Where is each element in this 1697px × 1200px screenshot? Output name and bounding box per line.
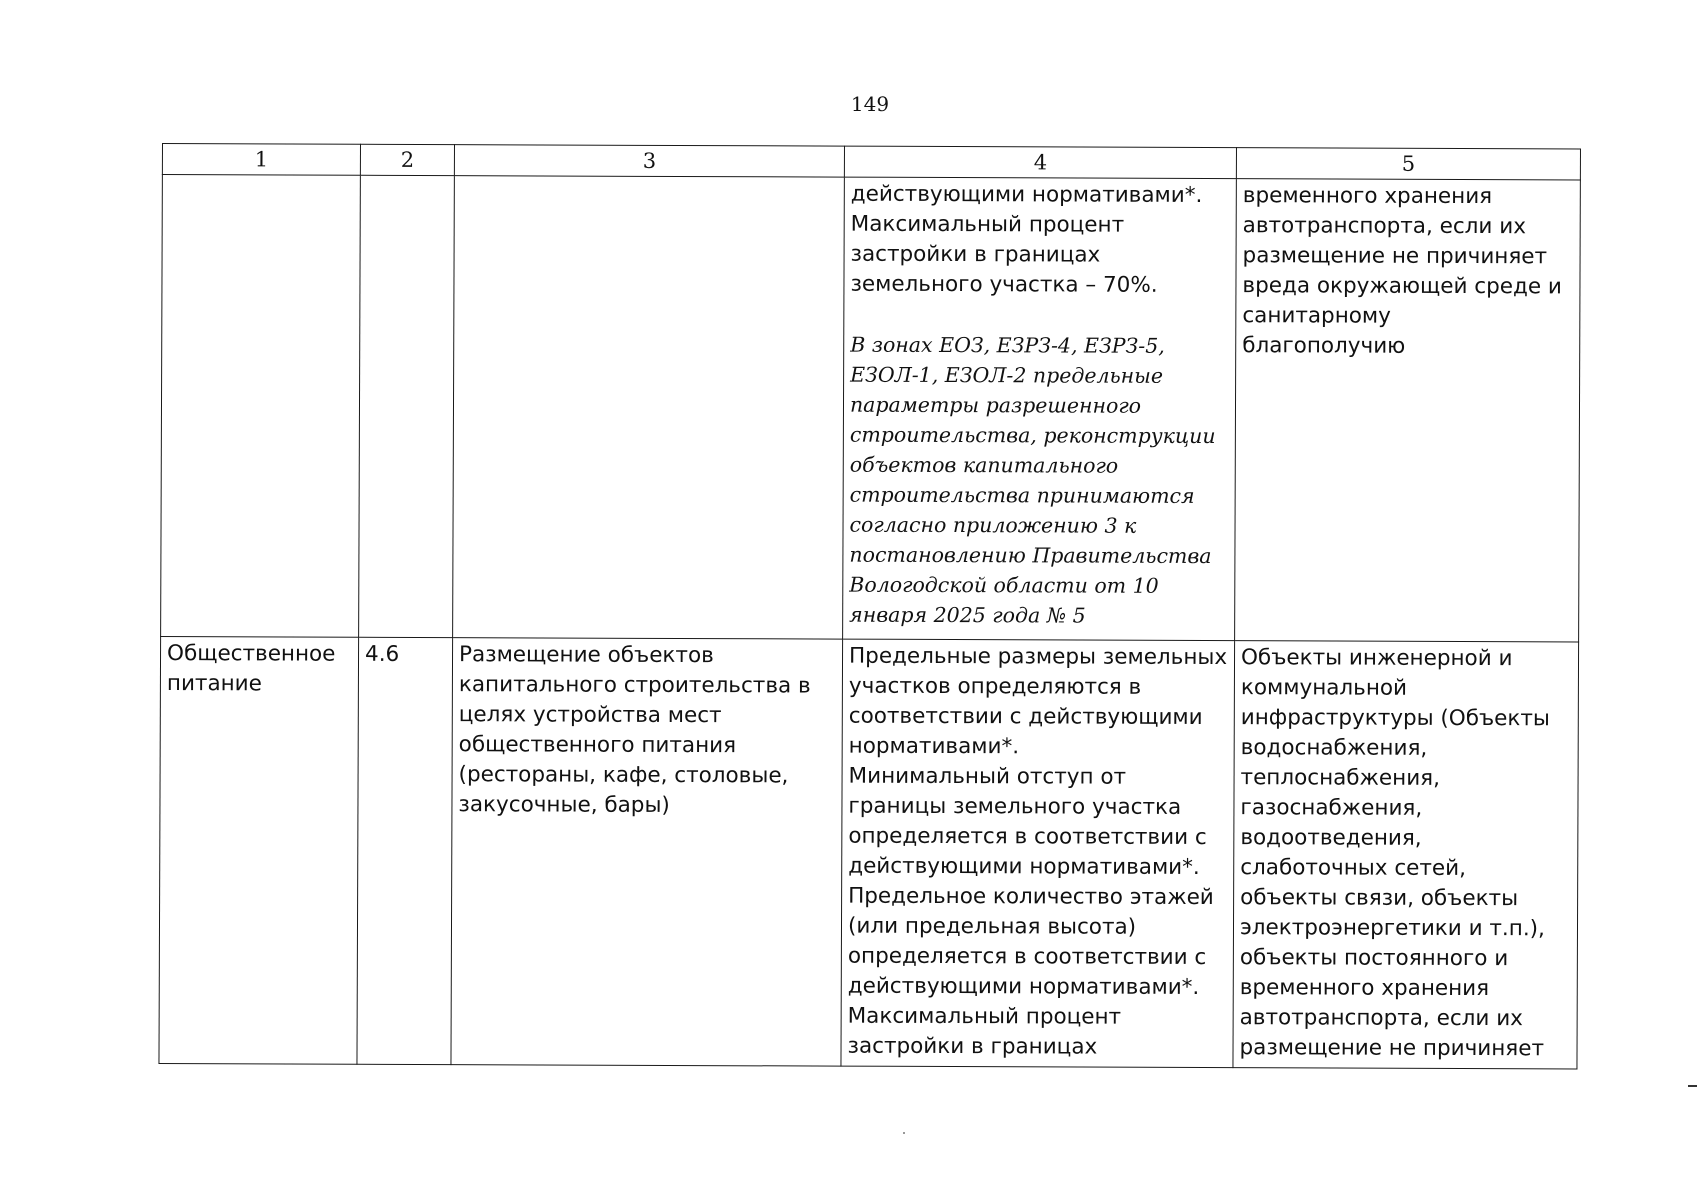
text-line: земельного участка – 70%. <box>850 271 1158 298</box>
cell-continuation-col-4 <box>843 177 1237 641</box>
zone-note <box>849 330 1227 631</box>
page-number: 149 <box>850 92 890 116</box>
text-line: размещение не причиняет <box>1242 243 1548 270</box>
text-line: объекты постоянного и <box>1239 945 1509 972</box>
table-row-public-catering <box>159 636 1579 1068</box>
cell-continuation-col-3 <box>453 176 845 639</box>
text-line: постановлению Правительства <box>849 542 1212 569</box>
text-line: временного хранения <box>1239 975 1490 1002</box>
text-line: Предельные размеры земельных <box>848 643 1228 671</box>
text-line: января 2025 года № 5 <box>849 602 1086 628</box>
text-line: объектов капитального <box>849 452 1119 478</box>
header-col-1: 1 <box>162 144 360 176</box>
cell-parameters <box>841 639 1235 1068</box>
text-line: параметры разрешенного <box>849 392 1142 418</box>
scan-speck <box>903 1132 905 1134</box>
text-line: питание <box>166 671 262 697</box>
text-line: размещение не причиняет <box>1239 1035 1545 1062</box>
text-line: Максимальный процент <box>847 1003 1122 1030</box>
text-line: автотранспорта, если их <box>1239 1005 1523 1032</box>
scan-edge-mark <box>1688 1085 1697 1087</box>
table-row-continuation <box>161 175 1581 642</box>
cell-use-name <box>159 636 359 1064</box>
text-line: коммунальной <box>1240 675 1408 701</box>
text-line: действующими нормативами*. <box>848 853 1200 880</box>
text-line: слаботочных сетей, <box>1240 855 1467 882</box>
text-line: общественного питания <box>458 732 737 759</box>
text-line: санитарному <box>1242 303 1391 329</box>
text-line: застройки в границах <box>847 1033 1098 1060</box>
text-line: (рестораны, кафе, столовые, <box>458 762 789 789</box>
header-col-2: 2 <box>360 144 454 175</box>
text-line: теплоснабжения, <box>1240 765 1441 791</box>
zoning-table <box>158 143 1581 1069</box>
text-line: границы земельного участка <box>848 793 1182 820</box>
text-line: определяется в соответствии с <box>848 823 1207 851</box>
text-line: Максимальный процент <box>850 211 1125 238</box>
text-line: (или предельная высота) <box>847 913 1137 940</box>
cell-auxiliary-uses <box>1233 641 1579 1069</box>
text-line: Объекты инженерной и <box>1240 645 1513 672</box>
text-line: участков определяются в <box>848 673 1142 700</box>
text-line: водоотведения, <box>1240 825 1422 851</box>
text-line: Предельное количество этажей <box>848 883 1214 911</box>
text-line: застройки в границах <box>850 241 1101 268</box>
header-col-3: 3 <box>454 145 844 177</box>
text-line: газоснабжения, <box>1240 795 1423 821</box>
text-line: электроэнергетики и т.п.), <box>1239 915 1545 942</box>
text-line: действующими нормативами*. <box>847 973 1200 1000</box>
cell-continuation-col-1 <box>161 175 361 638</box>
text-line: Общественное <box>166 641 336 667</box>
text-line: целях устройства мест <box>458 702 722 729</box>
text-line: строительства принимаются <box>849 482 1195 508</box>
cell-use-description <box>451 638 843 1066</box>
text-line: соответствии с действующими <box>848 703 1203 730</box>
text-line: временного хранения <box>1242 183 1493 210</box>
text-line: ЕЗОЛ-1, ЕЗОЛ-2 предельные <box>850 362 1164 388</box>
text-line: согласно приложению 3 к <box>849 512 1137 538</box>
text-line: объекты связи, объекты <box>1240 885 1519 912</box>
text-line: В зонах ЕОЗ, ЕЗРЗ-4, ЕЗРЗ-5, <box>850 332 1165 358</box>
text-line: вреда окружающей среде и <box>1242 273 1562 300</box>
text-line: определяется в соответствии с <box>847 943 1207 971</box>
text-line: нормативами*. <box>848 733 1020 760</box>
text-line: капитального строительства в <box>458 672 811 699</box>
cell-continuation-col-5 <box>1235 179 1581 642</box>
text-line: действующими нормативами*. <box>850 181 1203 208</box>
header-col-5: 5 <box>1236 148 1580 180</box>
text-line: благополучию <box>1242 333 1406 359</box>
text-line: закусочные, бары) <box>458 792 670 818</box>
text-line: Вологодской области от 10 <box>849 572 1159 598</box>
text-line: Размещение объектов <box>458 642 714 669</box>
text-line: строительства, реконструкции <box>849 422 1216 449</box>
cell-use-code: 4.6 <box>357 637 453 1064</box>
header-col-4: 4 <box>844 146 1236 179</box>
text-line: автотранспорта, если их <box>1242 213 1527 240</box>
cell-continuation-col-2 <box>359 175 455 637</box>
text-line: инфраструктуры (Объекты <box>1240 705 1550 732</box>
text-line: Минимальный отступ от <box>848 763 1127 790</box>
text-line: водоснабжения, <box>1240 735 1428 761</box>
